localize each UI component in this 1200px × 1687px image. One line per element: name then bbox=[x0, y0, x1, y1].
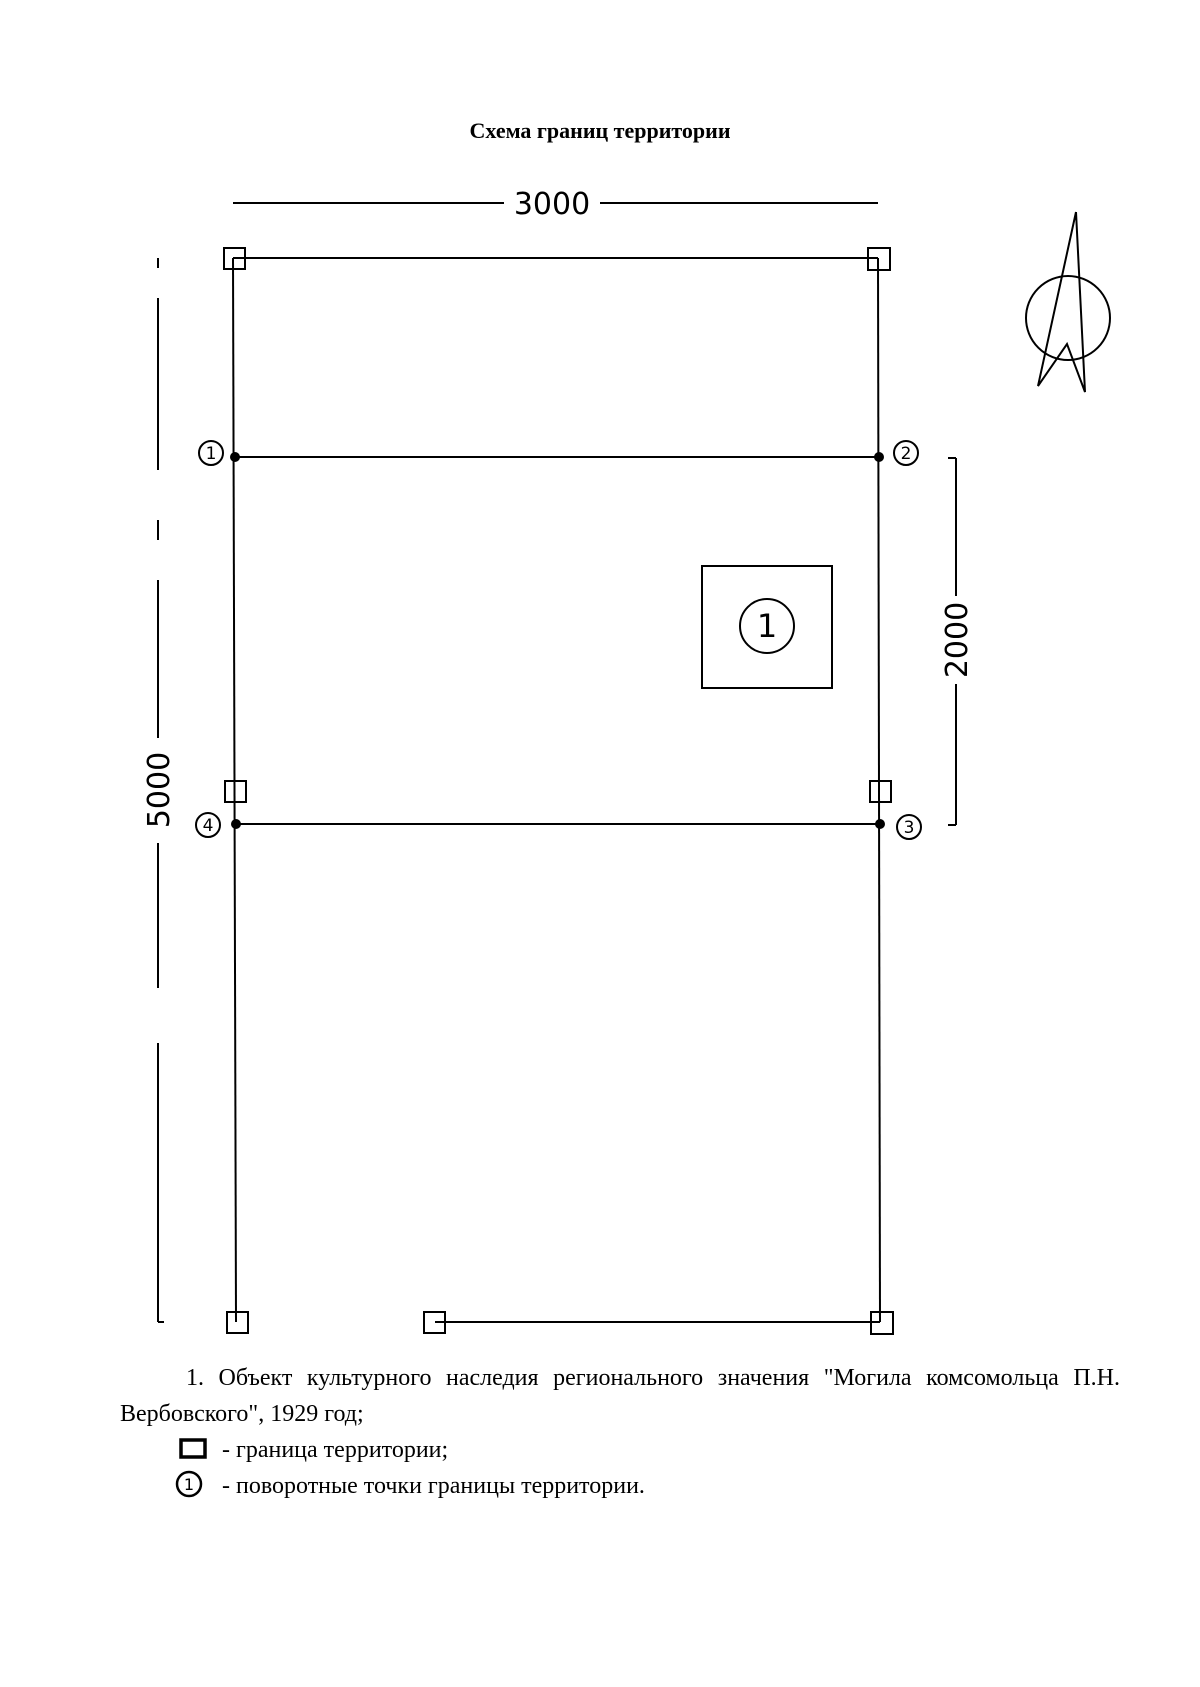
north-arrow-icon bbox=[1026, 212, 1110, 392]
point-3-label: 3 bbox=[903, 818, 915, 838]
legend bbox=[120, 1360, 1120, 1504]
page-title: Схема границ территории bbox=[469, 118, 731, 143]
legend-points-text: - поворотные точки границы территории. bbox=[222, 1473, 645, 1499]
height-dimension-label: 5000 bbox=[142, 751, 177, 829]
boundary-square-icon bbox=[178, 1438, 212, 1460]
territory-boundary bbox=[233, 258, 880, 1322]
legend-item-object: 1. Объект культурного наследия регионального значения "Могила комсомольца П.Н. Вербовского", 1929 год; bbox=[120, 1365, 1120, 1427]
heritage-object-label: 1 bbox=[756, 607, 778, 645]
point-4-label: 4 bbox=[202, 816, 214, 836]
segment-dimension-label: 2000 bbox=[940, 601, 975, 679]
boundary-markers bbox=[224, 248, 893, 1334]
legend-row-boundary bbox=[120, 1432, 1120, 1468]
point-1-label: 1 bbox=[205, 444, 217, 464]
width-dimension-label: 3000 bbox=[513, 187, 591, 222]
turning-point-icon bbox=[174, 1470, 208, 1500]
legend-boundary-text: - граница территории; bbox=[222, 1437, 449, 1463]
legend-row-points bbox=[120, 1468, 1120, 1504]
turning-point-icon-label: 1 bbox=[183, 1475, 195, 1494]
point-2-label: 2 bbox=[900, 444, 912, 464]
